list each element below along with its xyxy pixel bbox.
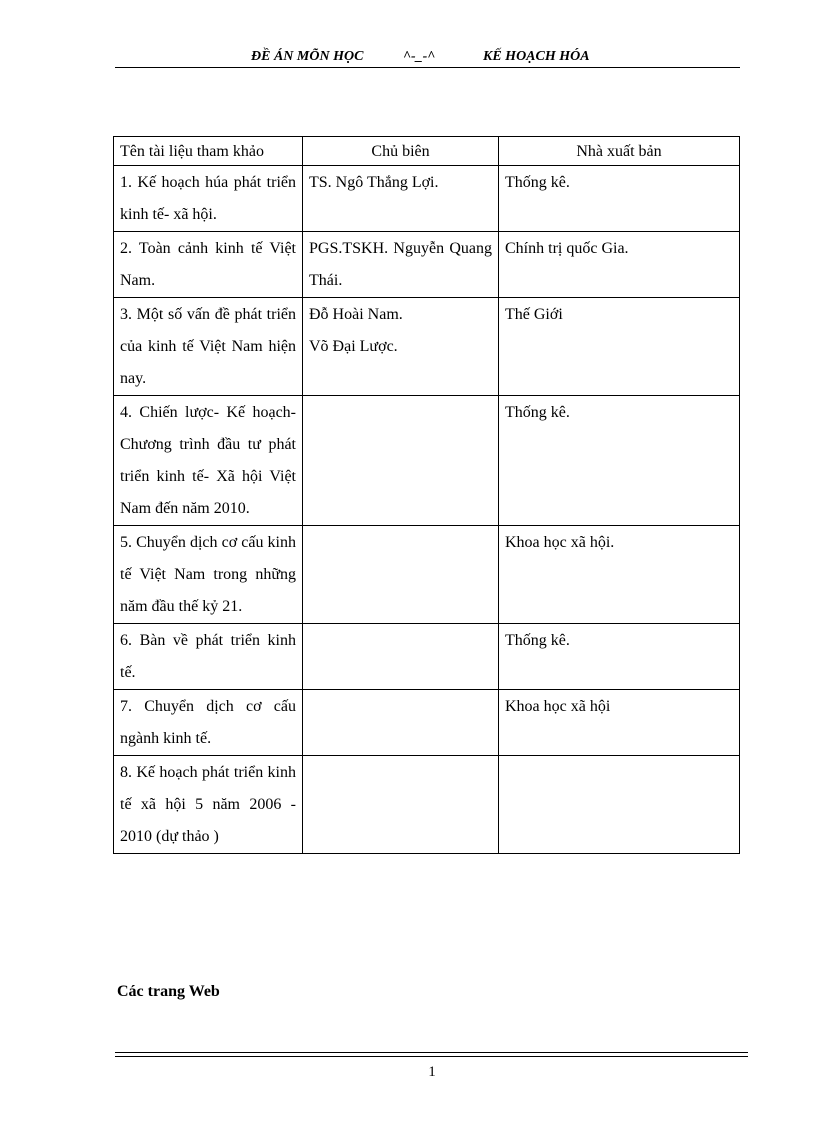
reference-publisher-cell <box>499 232 740 298</box>
table-row <box>114 166 740 232</box>
reference-title-cell: 3. Một số vấn đề phát triển của kinh tế Việt Nam hiện nay. <box>114 298 303 396</box>
web-section-title: Các trang Web <box>117 983 220 1000</box>
reference-editor-cell <box>303 166 499 232</box>
publisher-name: Chính trị quốc Gia. <box>505 240 629 257</box>
footer-rule <box>115 1052 748 1057</box>
editor-name: PGS.TSKH. Nguyễn Quang Thái. <box>309 240 492 289</box>
table-row <box>114 396 740 526</box>
header-left-text: ĐỀ ÁN MÕN HỌC <box>251 49 364 64</box>
editor-name: Võ Đại Lược. <box>309 338 398 355</box>
table-row <box>114 756 740 854</box>
header-right-text: KẾ HOẠCH HÓA <box>483 49 590 64</box>
reference-title-cell: 7. Chuyển dịch cơ cấu ngành kinh tế. <box>114 690 303 756</box>
table-row <box>114 690 740 756</box>
editor-name: TS. Ngô Thắng Lợi. <box>309 174 439 191</box>
reference-publisher-cell <box>499 690 740 756</box>
publisher-name: Thống kê. <box>505 174 570 191</box>
publisher-name: Khoa học xã hội. <box>505 534 615 551</box>
reference-title-cell: 1. Kế hoạch húa phát triển kinh tế- xã hội. <box>114 166 303 232</box>
reference-publisher-cell <box>499 526 740 624</box>
column-header-publisher: Nhà xuất bản <box>499 137 740 166</box>
reference-editor-cell <box>303 526 499 624</box>
publisher-name: Thống kê. <box>505 632 570 649</box>
column-header-editor: Chủ biên <box>303 137 499 166</box>
publisher-name: Thống kê. <box>505 404 570 421</box>
reference-publisher-cell <box>499 624 740 690</box>
reference-editor-cell <box>303 232 499 298</box>
reference-publisher-cell <box>499 756 740 854</box>
reference-table-body <box>114 166 740 854</box>
reference-title-cell: 5. Chuyển dịch cơ cấu kinh tế Việt Nam trong những năm đầu thế kỷ 21. <box>114 526 303 624</box>
reference-editor-cell <box>303 690 499 756</box>
table-row <box>114 624 740 690</box>
publisher-name: Thế Giới <box>505 306 563 323</box>
reference-editor-cell <box>303 624 499 690</box>
reference-editor-cell <box>303 756 499 854</box>
table-row <box>114 298 740 396</box>
publisher-name: Khoa học xã hội <box>505 698 611 715</box>
reference-title-cell: 8. Kế hoạch phát triển kinh tế xã hội 5 năm 2006 - 2010 (dự thảo ) <box>114 756 303 854</box>
table-header-row <box>114 137 740 166</box>
column-header-title: Tên tài liệu tham khảo <box>114 137 303 166</box>
page-header <box>115 47 740 68</box>
reference-publisher-cell <box>499 298 740 396</box>
reference-editor-cell <box>303 298 499 396</box>
reference-editor-cell <box>303 396 499 526</box>
page-number: 1 <box>428 1064 436 1080</box>
reference-table <box>113 136 740 854</box>
reference-publisher-cell <box>499 396 740 526</box>
reference-publisher-cell <box>499 166 740 232</box>
reference-title-cell: 4. Chiến lược- Kế hoạch- Chương trình đầu tư phát triển kinh tế- Xã hội Việt Nam đến năm 2010. <box>114 396 303 526</box>
editor-name: Đỗ Hoài Nam. <box>309 306 403 323</box>
table-row <box>114 232 740 298</box>
table-row <box>114 526 740 624</box>
reference-title-cell: 6. Bàn về phát triển kinh tế. <box>114 624 303 690</box>
reference-title-cell: 2. Toàn cảnh kinh tế Việt Nam. <box>114 232 303 298</box>
header-middle-text: ^-_-^ <box>403 49 436 64</box>
